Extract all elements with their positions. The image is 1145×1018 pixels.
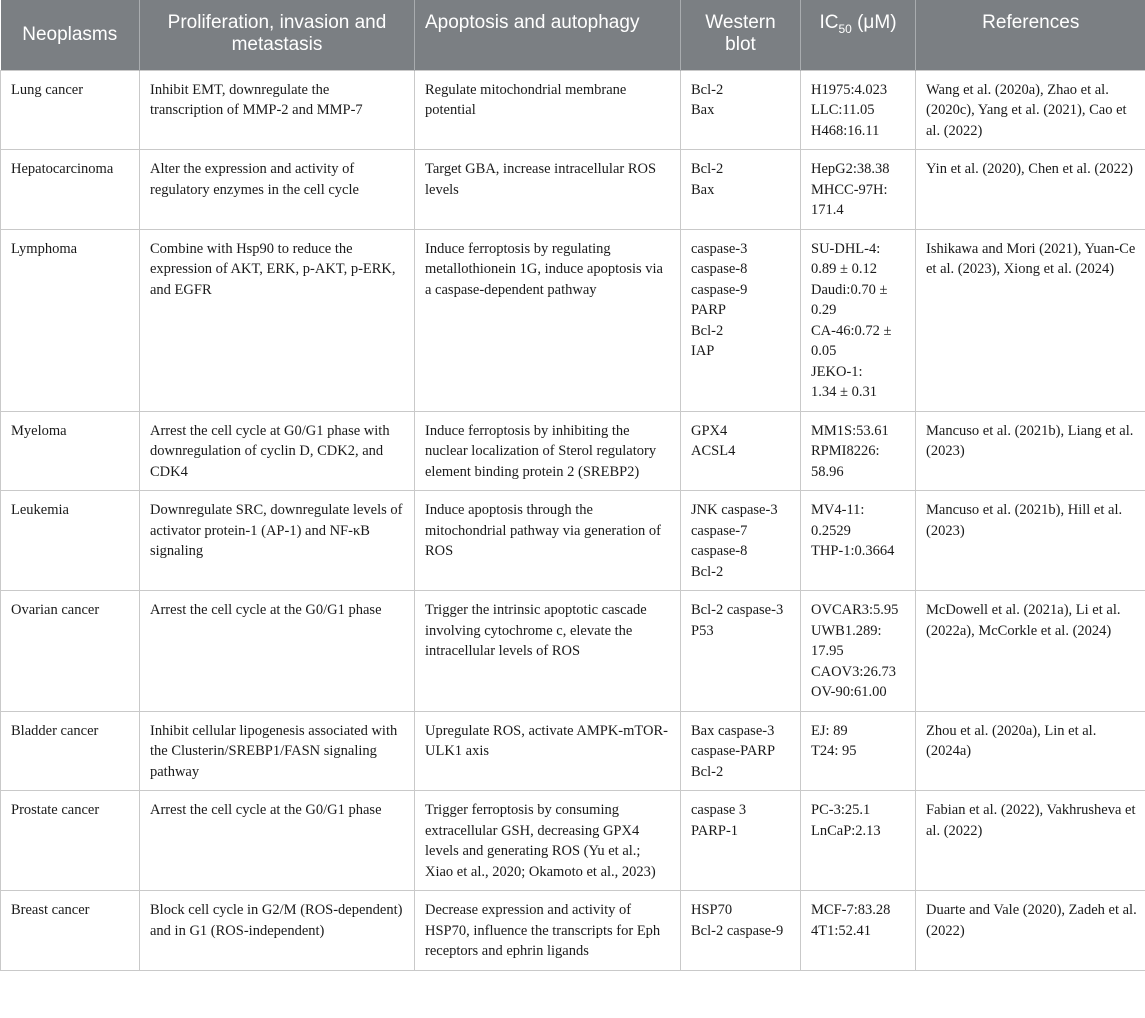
cell-proliferation: Inhibit cellular lipogenesis associated with the Clusterin/SREBP1/FASN signaling pathway: [140, 711, 415, 791]
cell-references: McDowell et al. (2021a), Li et al. (2022a), McCorkle et al. (2024): [916, 591, 1145, 712]
cell-apoptosis: Induce apoptosis through the mitochondrial pathway via generation of ROS: [415, 491, 681, 591]
cell-proliferation: Downregulate SRC, downregulate levels of activator protein-1 (AP-1) and NF-κB signaling: [140, 491, 415, 591]
cell-references: Fabian et al. (2022), Vakhrusheva et al. (2022): [916, 791, 1145, 891]
cell-references: Duarte and Vale (2020), Zadeh et al. (2022): [916, 891, 1145, 971]
cell-references: Mancuso et al. (2021b), Liang et al. (2023): [916, 411, 1145, 491]
cell-western-blot: HSP70 Bcl-2 caspase-9: [681, 891, 801, 971]
cell-neoplasm: Lung cancer: [1, 70, 140, 150]
table-row: [1, 229, 1145, 411]
cell-ic50: H1975:4.023 LLC:11.05 H468:16.11: [801, 70, 916, 150]
cell-neoplasm: Lymphoma: [1, 229, 140, 411]
cell-neoplasm: Myeloma: [1, 411, 140, 491]
cell-neoplasm: Prostate cancer: [1, 791, 140, 891]
cell-ic50: EJ: 89 T24: 95: [801, 711, 916, 791]
cell-ic50: MV4-11: 0.2529 THP-1:0.3664: [801, 491, 916, 591]
header-ic50-prefix: IC: [819, 12, 839, 33]
cell-western-blot: Bcl-2 Bax: [681, 70, 801, 150]
cell-proliferation: Inhibit EMT, downregulate the transcription of MMP-2 and MMP-7: [140, 70, 415, 150]
cell-apoptosis: Target GBA, increase intracellular ROS levels: [415, 150, 681, 230]
cell-apoptosis: Trigger the intrinsic apoptotic cascade involving cytochrome c, elevate the intracellular levels of ROS: [415, 591, 681, 712]
cell-western-blot: Bcl-2 caspase-3 P53: [681, 591, 801, 712]
cell-proliferation: Block cell cycle in G2/M (ROS-dependent) and in G1 (ROS-independent): [140, 891, 415, 971]
header-ic50-suffix: (μM): [851, 12, 897, 33]
table-row: [1, 891, 1145, 971]
cell-references: Wang et al. (2020a), Zhao et al. (2020c), Yang et al. (2021), Cao et al. (2022): [916, 70, 1145, 150]
cell-proliferation: Arrest the cell cycle at the G0/G1 phase: [140, 591, 415, 712]
header-neoplasms: Neoplasms: [1, 0, 140, 70]
cell-apoptosis: Trigger ferroptosis by consuming extracellular GSH, decreasing GPX4 levels and generating ROS (Yu et al.; Xiao et al., 2020; Okamoto et al., 2023): [415, 791, 681, 891]
cell-neoplasm: Hepatocarcinoma: [1, 150, 140, 230]
cell-apoptosis: Induce ferroptosis by inhibiting the nuclear localization of Sterol regulatory element binding protein 2 (SREBP2): [415, 411, 681, 491]
cell-western-blot: Bax caspase-3 caspase-PARP Bcl-2: [681, 711, 801, 791]
header-apoptosis: Apoptosis and autophagy: [415, 0, 681, 70]
cell-western-blot: caspase 3 PARP-1: [681, 791, 801, 891]
cell-proliferation: Alter the expression and activity of regulatory enzymes in the cell cycle: [140, 150, 415, 230]
table-row: [1, 150, 1145, 230]
header-ic50-sub: 50: [838, 21, 852, 36]
cell-neoplasm: Ovarian cancer: [1, 591, 140, 712]
header-western-blot: Western blot: [681, 0, 801, 70]
cell-ic50: MCF-7:83.28 4T1:52.41: [801, 891, 916, 971]
header-row: [1, 0, 1145, 70]
cell-apoptosis: Regulate mitochondrial membrane potential: [415, 70, 681, 150]
cell-ic50: MM1S:53.61 RPMI8226: 58.96: [801, 411, 916, 491]
cell-ic50: SU-DHL-4: 0.89 ± 0.12 Daudi:0.70 ± 0.29 CA-46:0.72 ± 0.05 JEKO-1: 1.34 ± 0.31: [801, 229, 916, 411]
cell-neoplasm: Breast cancer: [1, 891, 140, 971]
cell-ic50: PC-3:25.1 LnCaP:2.13: [801, 791, 916, 891]
table-row: [1, 491, 1145, 591]
table-row: [1, 70, 1145, 150]
cell-western-blot: caspase-3 caspase-8 caspase-9 PARP Bcl-2 IAP: [681, 229, 801, 411]
cell-proliferation: Combine with Hsp90 to reduce the expression of AKT, ERK, p-AKT, p-ERK, and EGFR: [140, 229, 415, 411]
cell-apoptosis: Decrease expression and activity of HSP70, influence the transcripts for Eph receptors and ephrin ligands: [415, 891, 681, 971]
cell-references: Yin et al. (2020), Chen et al. (2022): [916, 150, 1145, 230]
table-row: [1, 791, 1145, 891]
table-row: [1, 411, 1145, 491]
cell-western-blot: GPX4 ACSL4: [681, 411, 801, 491]
header-proliferation: Proliferation, invasion and metastasis: [140, 0, 415, 70]
cell-apoptosis: Upregulate ROS, activate AMPK-mTOR-ULK1 axis: [415, 711, 681, 791]
cell-western-blot: Bcl-2 Bax: [681, 150, 801, 230]
cell-apoptosis: Induce ferroptosis by regulating metallothionein 1G, induce apoptosis via a caspase-dependent pathway: [415, 229, 681, 411]
cell-references: Ishikawa and Mori (2021), Yuan-Ce et al. (2023), Xiong et al. (2024): [916, 229, 1145, 411]
cell-western-blot: JNK caspase-3 caspase-7 caspase-8 Bcl-2: [681, 491, 801, 591]
header-ic50: [801, 0, 916, 70]
cell-references: Mancuso et al. (2021b), Hill et al. (2023): [916, 491, 1145, 591]
table-body: [1, 70, 1145, 970]
cell-references: Zhou et al. (2020a), Lin et al. (2024a): [916, 711, 1145, 791]
header-references: References: [982, 12, 1080, 33]
cell-ic50: OVCAR3:5.95 UWB1.289: 17.95 CAOV3:26.73 OV-90:61.00: [801, 591, 916, 712]
table-row: [1, 591, 1145, 712]
cell-proliferation: Arrest the cell cycle at G0/G1 phase with downregulation of cyclin D, CDK2, and CDK4: [140, 411, 415, 491]
cell-ic50: HepG2:38.38 MHCC-97H: 171.4: [801, 150, 916, 230]
cell-neoplasm: Leukemia: [1, 491, 140, 591]
cell-neoplasm: Bladder cancer: [1, 711, 140, 791]
cell-proliferation: Arrest the cell cycle at the G0/G1 phase: [140, 791, 415, 891]
table-row: [1, 711, 1145, 791]
